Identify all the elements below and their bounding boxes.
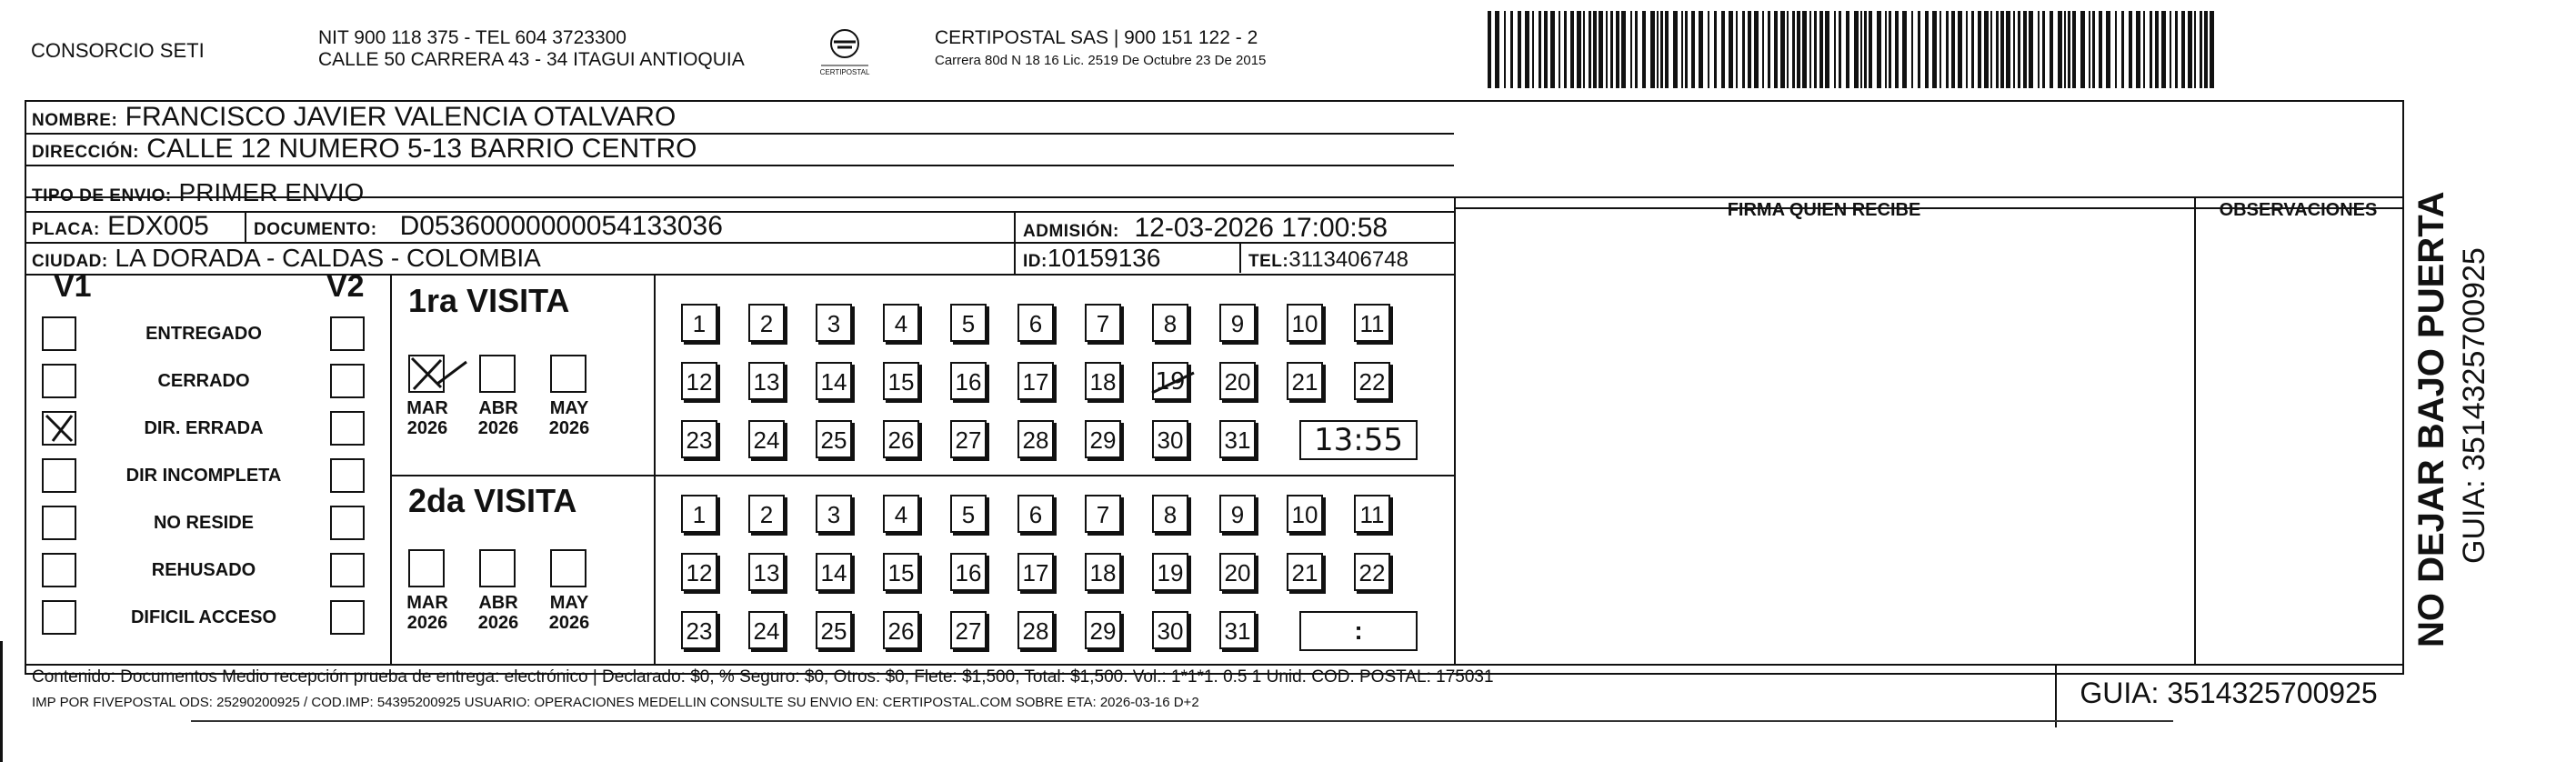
barcode-bar [2150,11,2152,88]
barcode-bar [2089,11,2090,88]
logo-text: CERTIPOSTAL [819,68,870,76]
v2-checkbox[interactable] [330,553,365,587]
nombre-value: FRANCISCO JAVIER VALENCIA OTALVARO [125,102,677,132]
day-box[interactable]: 8 [1152,495,1188,533]
barcode-bar [1589,11,1591,88]
barcode-bar [1559,11,1560,88]
day-box[interactable]: 20 [1219,553,1256,591]
documento-value: D05360000000054133036 [399,211,723,241]
day-box[interactable]: 11 [1354,495,1390,533]
month-label: MAY 2026 [548,398,590,438]
month-checkbox[interactable] [408,549,445,587]
v1-checkbox[interactable] [42,316,76,351]
day-box[interactable]: 7 [1085,495,1121,533]
reason-label: NO RESIDE [153,513,255,533]
barcode-bar [1504,11,1506,88]
second-visit-time[interactable]: : [1299,611,1418,651]
day-box[interactable]: 22 [1354,362,1390,400]
barcode-bar [1495,11,1499,88]
day-box[interactable]: 23 [681,611,717,649]
day-box[interactable]: 15 [883,553,919,591]
v1-label: V1 [54,269,92,304]
v1-checkbox[interactable] [42,600,76,635]
barcode-bar [1990,11,1992,88]
day-box[interactable]: 1 [681,495,717,533]
month-checkbox[interactable] [408,355,445,393]
barcode-bar [2170,11,2171,88]
day-box[interactable]: 26 [883,611,919,649]
barcode-bar [2092,11,2095,88]
day-box[interactable]: 10 [1287,304,1323,342]
day-box[interactable]: 15 [883,362,919,400]
barcode-bar [2072,11,2076,88]
month-label: MAR 2026 [406,593,448,633]
day-box[interactable]: 29 [1085,611,1121,649]
barcode-bar [1918,11,1920,88]
day-box[interactable]: 30 [1152,611,1188,649]
v1-checkbox[interactable] [42,364,76,398]
barcode-bar [1951,11,1955,88]
day-box[interactable]: 7 [1085,304,1121,342]
day-box[interactable]: 12 [681,362,717,400]
day-box[interactable]: 19 [1152,362,1188,400]
day-box[interactable]: 29 [1085,420,1121,458]
reason-label: DIR INCOMPLETA [125,466,282,486]
barcode-bar [1610,11,1613,88]
day-box[interactable]: 5 [950,495,987,533]
cut-line [191,720,2173,722]
month-checkbox[interactable] [550,549,586,587]
barcode-bar [2068,11,2070,88]
barcode-bar [1635,11,1638,88]
barcode-bar [1721,11,1725,88]
barcode-bar [2115,11,2117,88]
barcode-bar [1809,11,1811,88]
barcode-bar [1825,11,1829,88]
day-box[interactable]: 27 [950,611,987,649]
reason-label: DIFICIL ACCESO [130,607,276,627]
day-box[interactable]: 6 [1017,304,1054,342]
barcode-bar [1708,11,1709,88]
barcode-bar [1550,11,1555,88]
barcode-bar [2204,11,2208,88]
barcode-bar [1488,11,1491,88]
barcode-bar [1564,11,1567,88]
day-box[interactable]: 28 [1017,611,1054,649]
reason-label: ENTREGADO [145,324,262,344]
barcode-bar [1570,11,1574,88]
admision-label: ADMISIÓN: [1023,222,1119,241]
day-box[interactable]: 20 [1219,362,1256,400]
barcode-bar [1839,11,1841,88]
day-box[interactable]: 10 [1287,495,1323,533]
barcode-bar [2013,11,2015,88]
nombre-label: NOMBRE: [32,111,118,130]
barcode-bar [1642,11,1646,88]
barcode-bar [1699,11,1703,88]
barcode-bar [1885,11,1887,88]
barcode-bar [1958,11,1962,88]
barcode-bar [1518,11,1521,88]
month-checkbox[interactable] [479,355,516,393]
barcode-bar [1854,11,1859,88]
barcode-bar [1748,11,1751,88]
barcode-bar [1729,11,1733,88]
address-line: CALLE 50 CARRERA 43 - 34 ITAGUI ANTIOQUIA [318,49,745,70]
barcode-bar [2175,11,2178,88]
barcode-bar [1802,11,1807,88]
tel-label: TEL: [1248,252,1289,271]
day-box[interactable]: 27 [950,420,987,458]
nit-line: NIT 900 118 375 - TEL 604 3723300 [318,27,626,48]
v2-checkbox[interactable] [330,411,365,446]
barcode-bar [2181,11,2185,88]
barcode-bar [1630,11,1632,88]
barcode-bar [1599,11,1603,88]
day-box[interactable]: 13 [748,553,785,591]
v1-checkbox[interactable] [42,506,76,540]
month-checkbox[interactable] [479,549,516,587]
month-label: MAY 2026 [548,593,590,633]
day-box[interactable]: 14 [816,362,852,400]
barcode-bar [2064,11,2066,88]
barcode-bar [1797,11,1800,88]
barcode-bar [1593,11,1597,88]
barcode-bar [2106,11,2110,88]
cert-line: CERTIPOSTAL SAS | 900 151 122 - 2 [935,27,1258,48]
barcode-bar [1978,11,1981,88]
day-box[interactable]: 31 [1219,420,1256,458]
day-box[interactable]: 23 [681,420,717,458]
side-warning: NO DEJAR BAJO PUERTA [2411,191,2451,647]
barcode-bar [1984,11,1989,88]
barcode-bar [2042,11,2045,88]
id-value: 10159136 [1047,244,1161,272]
barcode-bar [1510,11,1513,88]
barcode-bar [2000,11,2004,88]
day-box[interactable]: 2 [748,495,785,533]
barcode-bar [1525,11,1529,88]
barcode-bar [1869,11,1872,88]
direccion-label: DIRECCIÓN: [32,143,139,162]
barcode-bar [2143,11,2145,88]
reason-label: CERRADO [157,371,250,391]
day-box[interactable]: 21 [1287,553,1323,591]
barcode-bar [1650,11,1655,88]
day-box[interactable]: 6 [1017,495,1054,533]
barcode-bar [1544,11,1548,88]
signature-area[interactable] [1458,213,2190,660]
day-box[interactable]: 8 [1152,304,1188,342]
month-label: MAR 2026 [406,398,448,438]
barcode-bar [1583,11,1585,88]
barcode-bar [2200,11,2202,88]
day-box[interactable]: 4 [883,304,919,342]
day-box[interactable]: 16 [950,553,987,591]
barcode-bar [1966,11,1968,88]
barcode-bar [1577,11,1581,88]
placa-label: PLACA: [32,220,100,239]
barcode-bar [2099,11,2102,88]
barcode-bar [2161,11,2166,88]
barcode-bar [1673,11,1678,88]
barcode-bar [1616,11,1619,88]
barcode-bar [1819,11,1823,88]
barcode-bar [1660,11,1663,88]
barcode-bar [2121,11,2124,88]
barcode-bar [1774,11,1778,88]
v2-checkbox[interactable] [330,506,365,540]
day-box[interactable]: 2 [748,304,785,342]
day-box[interactable]: 3 [816,304,852,342]
barcode-bar [2018,11,2020,88]
v2-checkbox[interactable] [330,364,365,398]
barcode-bar [2023,11,2027,88]
barcode-bar [1768,11,1770,88]
barcode-bar [1681,11,1683,88]
barcode-bar [1946,11,1949,88]
day-box[interactable]: 17 [1017,362,1054,400]
v2-checkbox[interactable] [330,600,365,635]
barcode-bar [1932,11,1937,88]
barcode-bar [1889,11,1891,88]
cert-sub: Carrera 80d N 18 16 Lic. 2519 De Octubre 23 De 2015 [935,53,1267,68]
day-box[interactable]: 24 [748,611,785,649]
barcode-bar [2050,11,2053,88]
day-box[interactable]: 4 [883,495,919,533]
placa-value: EDX005 [107,211,209,241]
barcode-bar [2006,11,2010,88]
day-box[interactable]: 9 [1219,304,1256,342]
day-box[interactable]: 9 [1219,495,1256,533]
tel-value: 3113406748 [1288,247,1408,272]
barcode-bar [2194,11,2196,88]
v1-checkbox[interactable] [42,411,76,446]
barcode-bar [1925,11,1929,88]
admision-value: 12-03-2026 17:00:58 [1134,213,1388,243]
day-box[interactable]: 26 [883,420,919,458]
direccion-value: CALLE 12 NUMERO 5-13 BARRIO CENTRO [146,134,697,164]
day-box[interactable]: 1 [681,304,717,342]
reason-label: DIR. ERRADA [144,418,264,438]
barcode-bar [1606,11,1608,88]
firma-header: FIRMA QUIEN RECIBE [1727,200,1921,220]
v1-checkbox[interactable] [42,458,76,493]
barcode-bar [2080,11,2085,88]
barcode-bar [1657,11,1659,88]
barcode-bar [2210,11,2214,88]
barcode-bar [1754,11,1759,88]
month-label: ABR 2026 [477,398,519,438]
barcode-bar [1762,11,1764,88]
barcode-bar [1780,11,1785,88]
documento-label: DOCUMENTO: [254,220,377,239]
day-box[interactable]: 12 [681,553,717,591]
day-box[interactable]: 24 [748,420,785,458]
barcode-bar [2129,11,2132,88]
barcode-bar [1691,11,1695,88]
day-box[interactable]: 19 [1152,553,1188,591]
day-box[interactable]: 25 [816,611,852,649]
day-box[interactable]: 3 [816,495,852,533]
delivery-form [25,100,2404,710]
day-box[interactable]: 31 [1219,611,1256,649]
barcode-bar [1792,11,1795,88]
observaciones-header: OBSERVACIONES [2219,200,2378,220]
ciudad-label: CIUDAD: [32,252,108,271]
barcode-bar [1532,11,1534,88]
v2-checkbox[interactable] [330,316,365,351]
day-box[interactable]: 18 [1085,553,1121,591]
barcode-bar [1742,11,1745,88]
day-box[interactable]: 28 [1017,420,1054,458]
day-box[interactable]: 13 [748,362,785,400]
edge-mark [0,641,3,762]
v2-checkbox[interactable] [330,458,365,493]
month-label: ABR 2026 [477,593,519,633]
day-box[interactable]: 25 [816,420,852,458]
tipo-value: PRIMER ENVIO [178,178,365,206]
month-checkbox[interactable] [550,355,586,393]
tipo-label: TIPO DE ENVIO: [32,186,172,206]
v2-label: V2 [326,269,365,304]
reason-label: REHUSADO [151,560,256,580]
barcode-bar [1846,11,1849,88]
certipostal-logo [812,25,877,82]
day-box[interactable]: 14 [816,553,852,591]
barcode-bar [2029,11,2033,88]
barcode-bar [1940,11,1941,88]
barcode-bar [1911,11,1913,88]
barcode-bar [1787,11,1789,88]
barcode-bar [1714,11,1717,88]
day-box[interactable]: 16 [950,362,987,400]
first-visit-time[interactable]: 13:55 [1299,420,1418,460]
v1-checkbox[interactable] [42,553,76,587]
observations-area[interactable] [2199,213,2399,660]
day-box[interactable]: 18 [1085,362,1121,400]
barcode-bar [2155,11,2159,88]
day-box[interactable]: 30 [1152,420,1188,458]
barcode-bar [1864,11,1867,88]
ciudad-value: LA DORADA - CALDAS - COLOMBIA [115,244,541,272]
day-box[interactable]: 22 [1354,553,1390,591]
barcode-bar [1902,11,1907,88]
barcode-bar [1860,11,1862,88]
barcode-bar [1539,11,1541,88]
day-box[interactable]: 5 [950,304,987,342]
barcode [1488,11,2217,88]
barcode-bar [2038,11,2040,88]
day-box[interactable]: 11 [1354,304,1390,342]
company-name: CONSORCIO SETI [31,39,205,62]
barcode-bar [1621,11,1626,88]
barcode-bar [2058,11,2062,88]
barcode-bar [1877,11,1881,88]
barcode-bar [1996,11,1999,88]
barcode-bar [2188,11,2192,88]
day-box[interactable]: 17 [1017,553,1054,591]
imp-text: IMP POR FIVEPOSTAL ODS: 25290200925 / COD.IMP: 54395200925 USUARIO: OPERACIONES MEDELLIN CONSULTE SU ENVIO EN: CERTIPOSTAL.COM SOBRE ETA: 2026-03-16 D+2 [32,695,1199,710]
contenido-text: Contenido: Documentos Medio recepción prueba de entrega: electrónico | Declarado: $0, % Seguro: $0, Otros: $0, Flete: $1,500, Total: $1,500. Vol.: 1*1*1. 0.5 1 Unid. COD. POSTAL: 175031 [32,667,1494,687]
barcode-bar [1665,11,1669,88]
side-guia: GUIA: 3514325700925 [2457,247,2491,564]
barcode-bar [1685,11,1688,88]
barcode-bar [2136,11,2140,88]
guia-box: GUIA: 3514325700925 [2080,677,2378,709]
second-visit-title: 2da VISITA [408,482,577,519]
barcode-bar [1834,11,1836,88]
barcode-bar [1736,11,1738,88]
barcode-bar [1895,11,1899,88]
barcode-bar [1971,11,1974,88]
barcode-bar [1814,11,1817,88]
id-label: ID: [1023,252,1047,271]
first-visit-title: 1ra VISITA [408,282,570,319]
day-cross-mark [1150,369,1192,393]
day-box[interactable]: 21 [1287,362,1323,400]
